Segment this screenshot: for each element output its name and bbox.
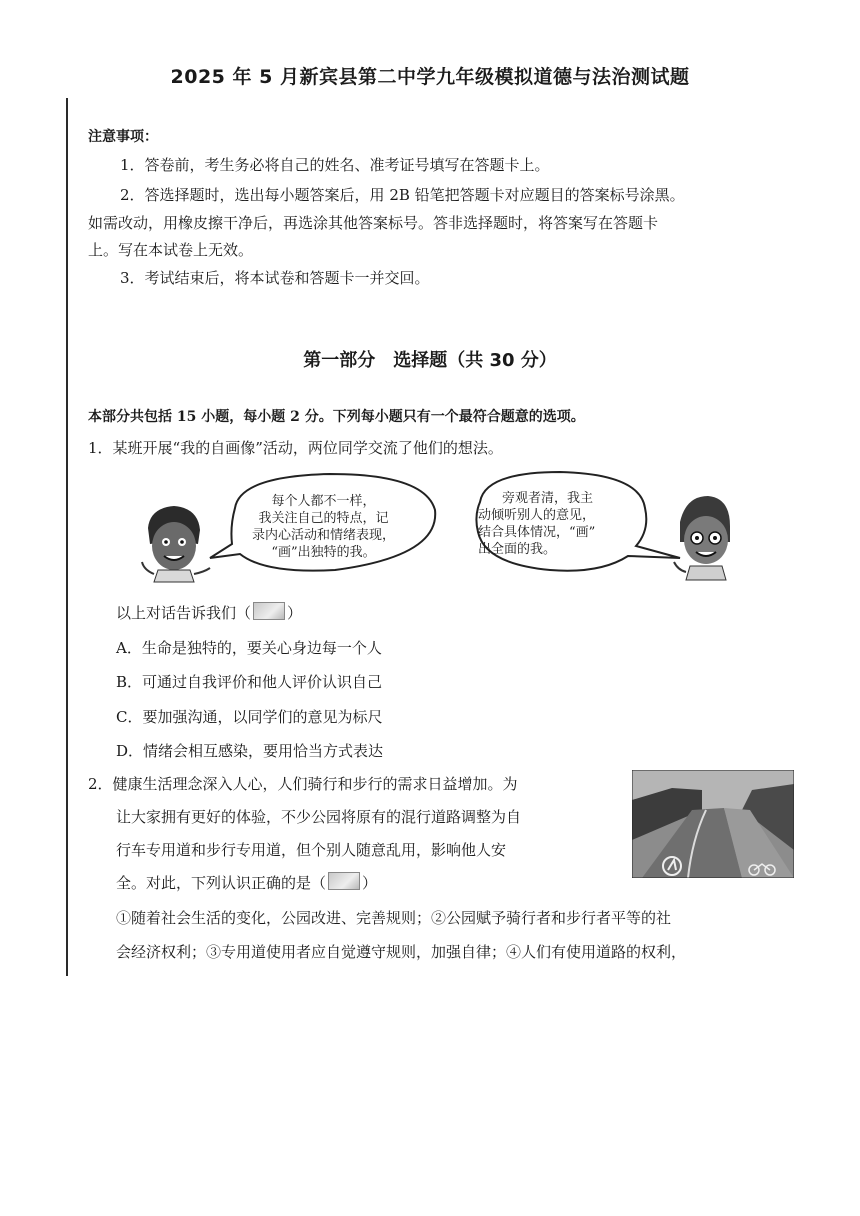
q1-option-c: C．要加强沟通，以同学们的意见为标尺 — [116, 708, 383, 726]
q2-stem-line-4 — [116, 872, 377, 893]
bubble-right-line-4: 出全面的我。 — [478, 542, 557, 557]
boy-right-icon — [674, 496, 730, 580]
q1-stem: 1．某班开展“我的自画像”活动，两位同学交流了他们的想法。 — [88, 439, 503, 457]
q2-answer-blank — [328, 872, 360, 890]
bubble-right-line-2: 动倾听别人的意见， — [478, 508, 596, 523]
note-item-2-line-3: 上。写在本试卷上无效。 — [88, 241, 254, 259]
q1-option-b: B．可通过自我评价和他人评价认识自己 — [116, 673, 383, 691]
q2-statements-line-1: ①随着社会生活的变化，公园改进、完善规则；②公园赋予骑行者和步行者平等的社 — [116, 909, 672, 927]
bubble-left-text — [252, 493, 395, 561]
q1-prompt-close: ） — [287, 604, 303, 622]
note-item-2-line-2: 如需改动，用橡皮擦干净后，再选涂其他答案标号。答非选择题时，将答案写在答题卡 — [88, 214, 659, 232]
q2-stem-line-2: 让大家拥有更好的体验，不少公园将原有的混行道路调整为自 — [116, 808, 522, 826]
binding-margin-line — [66, 98, 68, 976]
boy-left-icon — [142, 506, 210, 582]
q2-statements-line-2: 会经济权利；③专用道使用者应自觉遵守规则，加强自律；④人们有使用道路的权利， — [116, 943, 687, 961]
q1-option-a: A．生命是独特的，要关心身边每一个人 — [116, 639, 382, 657]
bubble-right-line-3: 结合具体情况，“画” — [478, 525, 596, 540]
q2-stem-line-3: 行车专用道和步行专用道，但个别人随意乱用，影响他人安 — [116, 841, 507, 859]
bubble-left-line-3: 录内心活动和情绪表现， — [252, 528, 396, 543]
q1-prompt — [116, 602, 302, 623]
bubble-right-text — [478, 490, 595, 558]
q2-question-close: ） — [362, 874, 378, 892]
section-instruction: 本部分共包括 15 小题，每小题 2 分。下列每小题只有一个最符合题意的选项。 — [88, 409, 585, 425]
q1-option-d: D．情绪会相互感染，要用恰当方式表达 — [116, 742, 384, 760]
bubble-left-line-1: 每个人都不一样， — [271, 494, 376, 509]
bubble-left-line-2: 我关注自己的特点，记 — [258, 511, 389, 526]
note-item-3: 3．考试结束后，将本试卷和答题卡一并交回。 — [120, 269, 430, 287]
q1-prompt-text: 以上对话告诉我们（ — [116, 604, 252, 622]
q1-dialogue-illustration — [140, 466, 730, 596]
q2-stem-line-1: 2．健康生活理念深入人心，人们骑行和步行的需求日益增加。为 — [88, 775, 518, 793]
notes-heading: 注意事项： — [88, 129, 158, 145]
note-item-2-line-1: 2．答选择题时，选出每小题答案后，用 2B 铅笔把答题卡对应题目的答案标号涂黑。 — [120, 186, 685, 204]
q2-question-text: 全。对此，下列认识正确的是（ — [116, 874, 327, 892]
bubble-right-line-1: 旁观者清，我主 — [502, 491, 594, 506]
q1-answer-blank — [253, 602, 285, 620]
exam-title: 2025 年 5 月新宾县第二中学九年级模拟道德与法治测试题 — [170, 66, 690, 88]
bubble-left-line-4: “画”出独特的我。 — [271, 545, 376, 560]
section-title: 第一部分 选择题（共 30 分） — [303, 350, 557, 371]
note-item-1: 1．答卷前，考生务必将自己的姓名、准考证号填写在答题卡上。 — [120, 156, 550, 174]
bike-lane-photo — [632, 770, 794, 878]
